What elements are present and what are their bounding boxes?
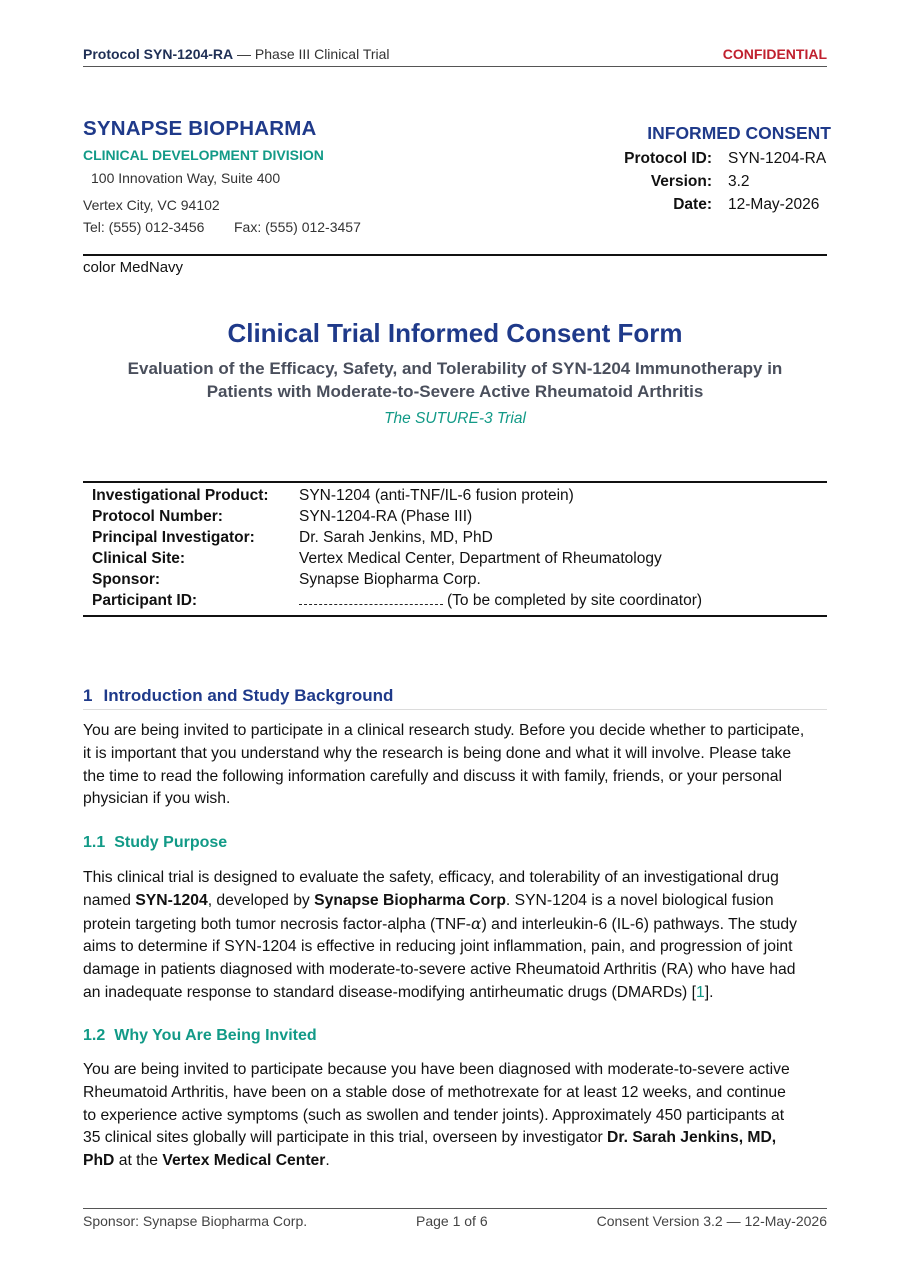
fax: Fax: (555) 012-3457 bbox=[234, 219, 361, 235]
section-number: 1.2 bbox=[83, 1027, 106, 1044]
text-line: damage in patients diagnosed with moderate-to-severe active Rheumatoid Arthritis (RA) who have had bbox=[83, 961, 796, 979]
citation-link[interactable]: 1 bbox=[696, 983, 705, 1001]
section-number: 1.1 bbox=[83, 834, 106, 851]
protocol-id-row bbox=[600, 150, 840, 170]
version-row bbox=[600, 173, 840, 193]
protocol-id-label: Protocol ID: bbox=[624, 150, 712, 167]
text-line: protein targeting both tumor necrosis factor-alpha (TNF-α) and interleukin-6 (IL-6) pathways. The study bbox=[83, 913, 797, 933]
confidential-label: CONFIDENTIAL bbox=[722, 46, 827, 62]
text-line: an inadequate response to standard disease-modifying antirheumatic drugs (DMARDs) [1]. bbox=[83, 983, 714, 1001]
row-label: Participant ID: bbox=[92, 592, 198, 609]
date-row bbox=[600, 196, 840, 216]
section-1-1-paragraph bbox=[83, 867, 831, 1005]
text-line: You are being invited to participate in a clinical research study. Before you decide whether to participate, bbox=[83, 722, 805, 739]
row-value: SYN-1204 (anti-TNF/IL-6 fusion protein) bbox=[299, 487, 574, 504]
date-label: Date: bbox=[673, 196, 712, 213]
section-1-1-heading bbox=[83, 834, 227, 852]
subtitle-line-1: Evaluation of the Efficacy, Safety, and Tolerability of SYN-1204 Immunotherapy in bbox=[127, 359, 783, 378]
running-header bbox=[83, 46, 827, 67]
row-label: Sponsor: bbox=[92, 571, 161, 588]
text-line: named SYN-1204, developed by Synapse Biopharma Corp. SYN-1204 is a novel biological fusion bbox=[83, 891, 774, 909]
stray-text: color MedNavy bbox=[83, 259, 184, 276]
text-line: physician if you wish. bbox=[83, 790, 231, 808]
section-number: 1 bbox=[83, 686, 93, 705]
row-label: Protocol Number: bbox=[92, 508, 223, 525]
running-header-protocol: Protocol SYN-1204-RA — Phase III Clinical Trial bbox=[83, 46, 390, 62]
subtitle-line-2: Patients with Moderate-to-Severe Active Rheumatoid Arthritis bbox=[206, 382, 704, 401]
text-line: the time to read the following information carefully and discuss it with family, friends, or your personal bbox=[83, 767, 782, 785]
letterhead-divider bbox=[83, 254, 827, 256]
row-value: Vertex Medical Center, Department of Rheumatology bbox=[299, 550, 662, 567]
table-row bbox=[83, 486, 827, 507]
section-title: Why You Are Being Invited bbox=[114, 1027, 317, 1044]
row-label: Clinical Site: bbox=[92, 550, 186, 567]
row-label: Principal Investigator: bbox=[92, 529, 255, 546]
text-line: aims to determine if SYN-1204 is effective in reducing joint inflammation, pain, and progression of joint bbox=[83, 938, 793, 956]
document-title: Clinical Trial Informed Consent Form bbox=[227, 318, 683, 348]
text-line: it is important that you understand why the research is being done and what it will involve. Please take bbox=[83, 744, 792, 762]
section-title: Introduction and Study Background bbox=[103, 686, 394, 705]
row-value: Synapse Biopharma Corp. bbox=[299, 571, 481, 588]
table-row bbox=[83, 591, 827, 612]
date-value: 12-May-2026 bbox=[728, 196, 820, 213]
text-line: Rheumatoid Arthritis, have been on a stable dose of methotrexate for at least 12 weeks, and continue bbox=[83, 1083, 786, 1101]
telephone: Tel: (555) 012-3456 bbox=[83, 219, 205, 235]
version-label: Version: bbox=[650, 173, 712, 190]
text-line: You are being invited to participate because you have been diagnosed with moderate-to-severe active bbox=[83, 1061, 790, 1078]
participant-id-blank[interactable] bbox=[299, 592, 443, 605]
section-title: Study Purpose bbox=[114, 834, 228, 851]
footer-sponsor: Sponsor: Synapse Biopharma Corp. bbox=[83, 1213, 308, 1229]
informed-consent-heading: INFORMED CONSENT bbox=[647, 123, 831, 143]
section-1-heading bbox=[83, 686, 827, 710]
document-subtitle bbox=[95, 357, 815, 403]
row-value: SYN-1204-RA (Phase III) bbox=[299, 508, 473, 525]
trial-name: The SUTURE-3 Trial bbox=[384, 410, 526, 427]
table-row bbox=[83, 549, 827, 570]
section-1-2-paragraph bbox=[83, 1059, 831, 1173]
row-value: Dr. Sarah Jenkins, MD, PhD bbox=[299, 529, 493, 546]
section-1-paragraph bbox=[83, 720, 831, 811]
version-value: 3.2 bbox=[728, 173, 750, 190]
text-line: 35 clinical sites globally will participate in this trial, overseen by investigator Dr. Sarah Jenkins, MD, bbox=[83, 1129, 777, 1147]
row-label: Investigational Product: bbox=[92, 487, 269, 504]
protocol-id-value: SYN-1204-RA bbox=[728, 150, 827, 167]
text-line: PhD at the Vertex Medical Center. bbox=[83, 1152, 330, 1170]
address-line-1: 100 Innovation Way, Suite 400 bbox=[91, 170, 281, 186]
participant-id-note: (To be completed by site coordinator) bbox=[447, 592, 703, 609]
text-line: to experience active symptoms (such as swollen and tender joints). Approximately 450 participants at bbox=[83, 1106, 785, 1124]
table-row bbox=[83, 507, 827, 528]
text-line: This clinical trial is designed to evaluate the safety, efficacy, and tolerability of an investigational drug bbox=[83, 869, 779, 886]
address-line-2: Vertex City, VC 94102 bbox=[83, 197, 220, 213]
footer-version: Consent Version 3.2 — 12-May-2026 bbox=[596, 1213, 827, 1229]
table-row bbox=[83, 570, 827, 591]
footer-divider bbox=[83, 1208, 827, 1209]
participant-id-value bbox=[299, 592, 702, 610]
table-row bbox=[83, 528, 827, 549]
division-name: CLINICAL DEVELOPMENT DIVISION bbox=[83, 147, 324, 163]
study-info-table bbox=[83, 481, 827, 617]
organization-name: SYNAPSE BIOPHARMA bbox=[83, 117, 317, 140]
section-1-2-heading bbox=[83, 1027, 317, 1045]
footer-page-number: Page 1 of 6 bbox=[416, 1213, 488, 1229]
